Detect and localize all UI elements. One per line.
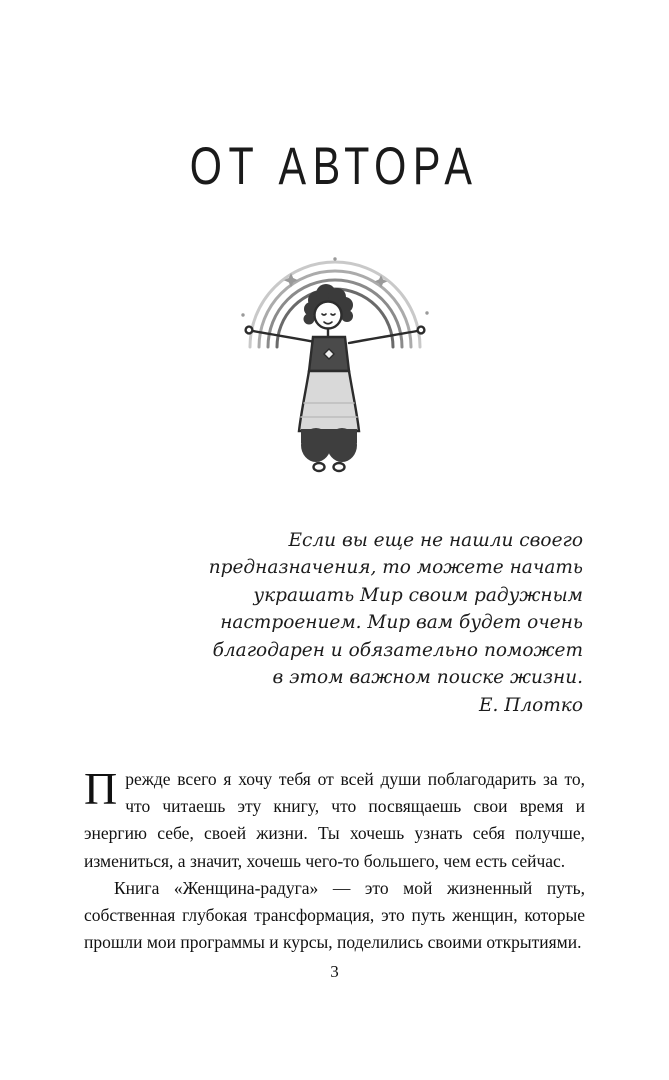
epigraph-line: в этом важном поиске жизни. — [272, 666, 583, 688]
epigraph — [0, 527, 583, 720]
page-title: ОТ АВТОРА — [190, 135, 479, 196]
epigraph-line: настроением. Мир вам будет очень — [220, 612, 583, 634]
epigraph-line: Если вы еще не нашли своего — [288, 530, 583, 551]
epigraph-line: предназначения, то можете начать — [208, 557, 583, 579]
drop-cap: П — [84, 762, 118, 814]
epigraph-line: благодарен и обязательно поможет — [212, 639, 583, 661]
epigraph-line: украшать Мир своим радужным — [253, 584, 583, 606]
body-text — [84, 762, 585, 957]
page-number: 3 — [330, 962, 339, 981]
paragraph — [84, 875, 585, 957]
illustration-svg — [195, 245, 475, 483]
epigraph-author: Е. Плотко — [478, 695, 583, 717]
paragraph-text: Книга «Женщина-радуга» — это мой жизненный путь, собственная глубокая трансформация, это путь женщин, которые прошли мои программы и курсы, поделились своими открытиями. — [84, 877, 585, 953]
paragraph — [84, 762, 585, 875]
paragraph-text: режде всего я хочу тебя от всей души поблагодарить за то, что читаешь эту книгу, что посвящаешь свои время и энергию себе, своей жизни. Ты хочешь узнать себя получше, измениться, а значит, хочешь чего-то большего, чем есть сейчас. — [84, 768, 585, 871]
woman-figure — [245, 284, 424, 471]
woman-with-rainbow-illustration — [0, 245, 669, 485]
